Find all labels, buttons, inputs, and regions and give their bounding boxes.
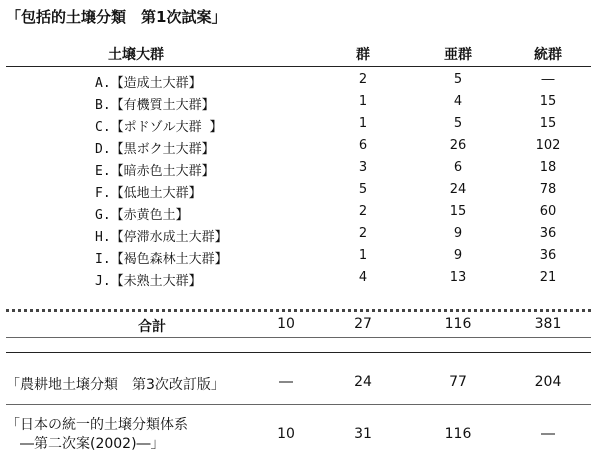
row-subgroup: 24 [449, 182, 467, 197]
total-divider [6, 309, 591, 312]
table-row [0, 180, 600, 202]
row-group: 3 [358, 160, 368, 175]
row-label: J.【未熟土大群】 [95, 274, 202, 289]
row-label: I.【褐色森林土大群】 [95, 252, 228, 267]
row-label: B.【有機質土大群】 [95, 98, 215, 113]
table-row [0, 246, 600, 268]
unified-label-line2: ―第二次案(2002)―」 [6, 436, 165, 452]
header-divider [6, 66, 591, 67]
total-subgroup: 116 [444, 316, 472, 332]
unified-series: ― [541, 426, 555, 442]
row-group: 5 [358, 182, 368, 197]
row-series: 15 [539, 94, 557, 109]
agri-group: 24 [354, 374, 372, 390]
row-series: 18 [539, 160, 557, 175]
table-row [0, 268, 600, 290]
row-label: C.【ポドゾル大群 】 [95, 120, 223, 135]
row-label: E.【暗赤色土大群】 [95, 164, 215, 179]
row-group: 2 [358, 72, 368, 87]
row-subgroup: 13 [449, 270, 467, 285]
unified-label-line1: 「日本の統一的土壌分類体系 [6, 417, 188, 433]
row-series: 60 [539, 204, 557, 219]
table-row [0, 114, 600, 136]
row-subgroup: 9 [453, 226, 463, 241]
total-series: 381 [534, 316, 562, 332]
agri-divider [6, 404, 591, 405]
row-series: 36 [539, 248, 557, 263]
table-title: 「包括的土壌分類 第1次試案」 [6, 8, 227, 26]
row-subgroup: 5 [453, 72, 463, 87]
row-subgroup: 9 [453, 248, 463, 263]
unified-subgroup: 116 [444, 426, 472, 442]
row-subgroup: 15 [449, 204, 467, 219]
table-row [0, 92, 600, 114]
total-row [0, 314, 600, 336]
agri-great-group: ― [279, 374, 293, 390]
row-series: 21 [539, 270, 557, 285]
section-divider [6, 352, 591, 353]
row-subgroup: 4 [453, 94, 463, 109]
row-label: H.【停滞水成土大群】 [95, 230, 228, 245]
row-series: 15 [539, 116, 557, 131]
table-row [0, 224, 600, 246]
agri-subgroup: 77 [449, 374, 467, 390]
row-subgroup: 5 [453, 116, 463, 131]
row-group: 1 [358, 116, 368, 131]
row-group: 2 [358, 226, 368, 241]
row-series: ― [541, 72, 555, 87]
row-series: 36 [539, 226, 557, 241]
row-label: D.【黒ボク土大群】 [95, 142, 215, 157]
header-great-group: 土壌大群 [108, 47, 164, 63]
row-label: G.【赤黄色土】 [95, 208, 189, 223]
header-subgroup: 亜群 [444, 47, 472, 63]
header-group: 群 [356, 47, 370, 63]
row-group: 2 [358, 204, 368, 219]
row-group: 1 [358, 248, 368, 263]
agri-label: 「農耕地土壌分類 第3次改訂版」 [6, 377, 225, 393]
unified-group: 31 [354, 426, 372, 442]
row-label: F.【低地土大群】 [95, 186, 202, 201]
table-row [0, 136, 600, 158]
row-group: 4 [358, 270, 368, 285]
agri-series: 204 [534, 374, 562, 390]
row-group: 1 [358, 94, 368, 109]
table-row [0, 70, 600, 92]
unified-great-group: 10 [277, 426, 295, 442]
row-group: 6 [358, 138, 368, 153]
header-series: 統群 [534, 47, 562, 63]
row-subgroup: 26 [449, 138, 467, 153]
total-label: 合計 [138, 319, 166, 335]
table-row [0, 158, 600, 180]
row-series: 78 [539, 182, 557, 197]
total-great-group: 10 [277, 316, 295, 332]
row-label: A.【造成土大群】 [95, 76, 202, 91]
table-row [0, 202, 600, 224]
total-group: 27 [354, 316, 372, 332]
row-series: 102 [535, 138, 561, 153]
row-subgroup: 6 [453, 160, 463, 175]
total-bottom-line [6, 337, 591, 338]
